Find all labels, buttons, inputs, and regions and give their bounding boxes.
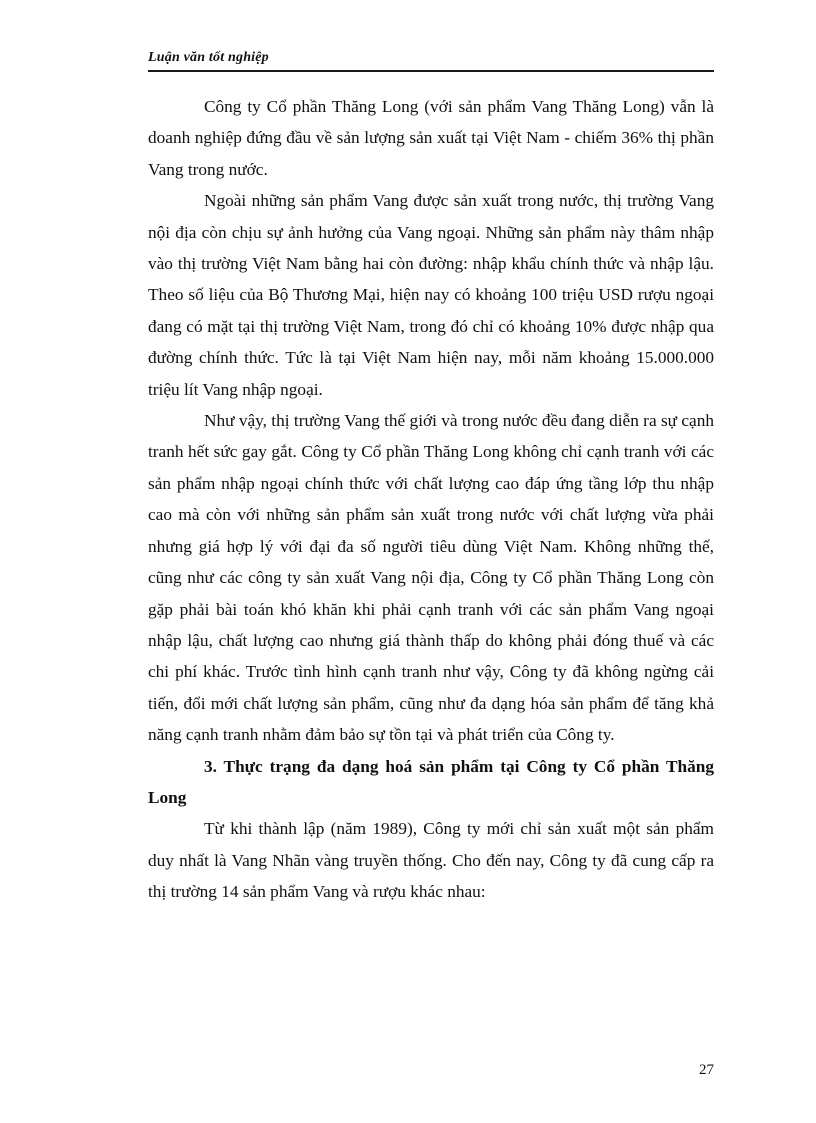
paragraph-competition: Như vậy, thị trường Vang thế giới và trong nước đều đang diễn ra sự cạnh tranh hết sức gay gắt. Công ty Cổ phần Thăng Long không chỉ cạnh tranh với các sản phẩm nhập ngoại chính thức với chất lượng cao đáp ứng tầng lớp thu nhập cao mà còn với những sản phẩm sản xuất trong nước với chất lượng vừa phải nhưng giá hợp lý với đại đa số người tiêu dùng Việt Nam. Không những thế, cũng như các công ty sản xuất Vang nội địa, Công ty Cổ phần Thăng Long còn gặp phải bài toán khó khăn khi phải cạnh tranh với các sản phẩm Vang ngoại nhập lậu, chất lượng cao nhưng giá thành thấp do không phải đóng thuế và các chi phí khác. Trước tình hình cạnh tranh như vậy, Công ty đã không ngừng cải tiến, đổi mới chất lượng sản phẩm, cũng như đa dạng hóa sản phẩm để tăng khả năng cạnh tranh nhằm đảm bảo sự tồn tại và phát triển của Công ty. bbox=[148, 411, 714, 745]
section-heading: 3. Thực trạng đa dạng hoá sản phẩm tại Công ty Cổ phần Thăng Long bbox=[148, 756, 714, 807]
paragraph-imported-wine: Ngoài những sản phẩm Vang được sản xuất trong nước, thị trường Vang nội địa còn chịu sự ảnh hưởng của Vang ngoại. Những sản phẩm này thâm nhập vào thị trường Việt Nam bằng hai còn đường: nhập khẩu chính thức và nhập lậu. Theo số liệu của Bộ Thương Mại, hiện nay có khoảng 100 triệu USD rượu ngoại đang có mặt tại thị trường Việt Nam, trong đó chỉ có khoảng 10% được nhập qua đường chính thức. Tức là tại Việt Nam hiện nay, mỗi năm khoảng 15.000.000 triệu lít Vang nhập ngoại. bbox=[148, 191, 714, 399]
paragraph-market-share: Công ty Cổ phần Thăng Long (với sản phẩm Vang Thăng Long) vẫn là doanh nghiệp đứng đầu về sản lượng sản xuất tại Việt Nam - chiếm 36% thị phần Vang trong nước. bbox=[148, 97, 714, 179]
document-body bbox=[148, 91, 714, 908]
page-header bbox=[148, 48, 714, 72]
page-number: 27 bbox=[699, 1062, 714, 1078]
header-title: Luận văn tốt nghiệp bbox=[148, 50, 269, 65]
paragraph-product-diversification: Từ khi thành lập (năm 1989), Công ty mới chỉ sản xuất một sản phẩm duy nhất là Vang Nhãn vàng truyền thống. Cho đến nay, Công ty đã cung cấp ra thị trường 14 sản phẩm Vang và rượu khác nhau: bbox=[148, 819, 714, 902]
